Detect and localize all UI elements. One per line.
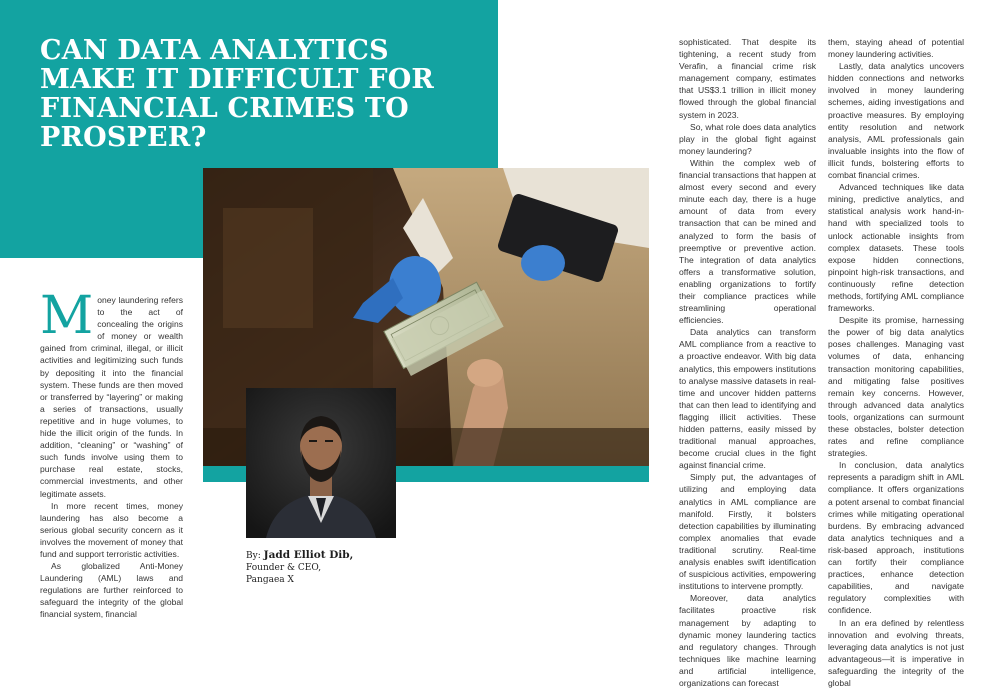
article-column-3: [828, 36, 964, 600]
byline-prefix: By:: [246, 551, 261, 561]
col2-paragraph-6: Moreover, data analytics facilitates proactive risk management by adapting to dynamic money laundering tactics and regulatory changes. Through techniques like machine learning and artificial intelligence, organizations can forecast: [679, 592, 816, 689]
article-column-2: [679, 36, 816, 600]
col3-paragraph-3: Advanced techniques like data mining, predictive analytics, and statistical analysis work hand-in-hand with specialized tools to unlock actionable insights from complex datasets. These tools expose hidden connections, pinpoint high-risk transactions, and continuously refine detection methods, fortifying AML compliance frameworks.: [828, 181, 964, 314]
col3-paragraph-1: them, staying ahead of potential money laundering activities.: [828, 36, 964, 60]
article-column-1: [40, 294, 183, 600]
headline-line-3: FINANCIAL CRIMES TO: [40, 94, 480, 123]
col1-paragraph-1: [40, 294, 183, 500]
col3-paragraph-4: Despite its promise, harnessing the power of big data analytics poses challenges. Managing vast volumes of data, enhancing transaction monitoring capabilities, and mitigating false positives remain key concerns. However, through advanced data analytics tools, organizations can surmount these obstacles, bolster detection rates and refine compliance strategies.: [828, 314, 964, 459]
drop-cap: M: [40, 294, 93, 336]
byline-author-company: Pangaea X: [246, 574, 353, 586]
col2-paragraph-4: Data analytics can transform AML compliance from a reactive to a proactive endeavor. With big data analytics, this empowers institutions to analyse massive datasets in real-time and uncover hidden patterns that can then lead to identifying and flagging illicit activities. These hidden patterns, easily missed by traditional manual approaches, become crucial clues in the fight against financial crime.: [679, 326, 816, 471]
col2-paragraph-5: Simply put, the advantages of utilizing and employing data analytics in AML compliance are manifold. Firstly, it bolsters detection capabilities by illuminating complex anomalies that evade traditional scrutiny. Real-time analysis enables swift identification of suspicious activities, empowering institutions to intervene promptly.: [679, 471, 816, 592]
headline-line-2: MAKE IT DIFFICULT FOR: [40, 65, 480, 94]
col1-paragraph-1-text: oney laundering refers to the act of concealing the origins of money or wealth gained from criminal, illegal, or illicit activities and legitimizing such funds by depositing it into the financial system. These funds are then moved or transferred by “layering” or making a series of transactions, usually repetitive and in huge volumes, to hide the illicit origin of the funds. In addition, “cleaning” or “washing” of such funds involve using them to purchase real estate, stocks, commercial investments, and other legitimate assets.: [40, 295, 183, 499]
col1-paragraph-3: As globalized Anti-Money Laundering (AML) laws and regulations are further reinforced to safeguard the integrity of the global financial system, financial: [40, 560, 183, 620]
byline-author-name: Jadd Elliot Dib,: [264, 549, 354, 561]
headline-line-4: PROSPER?: [40, 123, 480, 152]
article-headline: [40, 36, 480, 152]
col2-paragraph-2: So, what role does data analytics play in the global fight against money laundering?: [679, 121, 816, 157]
headline-line-1: CAN DATA ANALYTICS: [40, 36, 480, 65]
col3-paragraph-6: In an era defined by relentless innovation and evolving threats, leveraging data analytics is not just advantageous—it is imperative in safeguarding the integrity of the global: [828, 617, 964, 689]
byline-name-row: [246, 549, 353, 562]
col1-paragraph-2: In more recent times, money laundering has also become a serious global security concern as it involves the movement of money that fund and support terroristic activities.: [40, 500, 183, 560]
col2-paragraph-3: Within the complex web of financial transactions that happen at almost every second and every minute each day, there is a huge amount of data from every transaction that can be mined and analyzed to form the basis of preemptive or preventive action. The integration of data analytics offers a transformative solution, enabling organizations to fortify their compliance practices while streamlining operational efficiencies.: [679, 157, 816, 326]
col3-paragraph-2: Lastly, data analytics uncovers hidden connections and networks involved in money laundering schemes, aiding investigations and proactive measures. By employing entity resolution and network analysis, AML professionals gain invaluable insights into the flow of illicit funds, bolstering efforts to combat financial crimes.: [828, 60, 964, 181]
col3-paragraph-5: In conclusion, data analytics represents a paradigm shift in AML compliance. It offers organizations a potent arsenal to combat financial crimes while mitigating operational burdens. By embracing advanced data analytics techniques and a risk-based approach, institutions can fortify their compliance practices, enhance detection capabilities, and navigate regulatory complexities with confidence.: [828, 459, 964, 616]
col2-paragraph-1: sophisticated. That despite its tightening, a recent study from Verafin, a financial crime risk management company, estimates that US$3.1 trillion in illicit money flowed through the global financial system in 2023.: [679, 36, 816, 121]
author-portrait: [246, 388, 396, 538]
author-byline: [246, 549, 353, 586]
byline-author-role: Founder & CEO,: [246, 562, 353, 574]
author-portrait-illustration: [246, 388, 396, 538]
